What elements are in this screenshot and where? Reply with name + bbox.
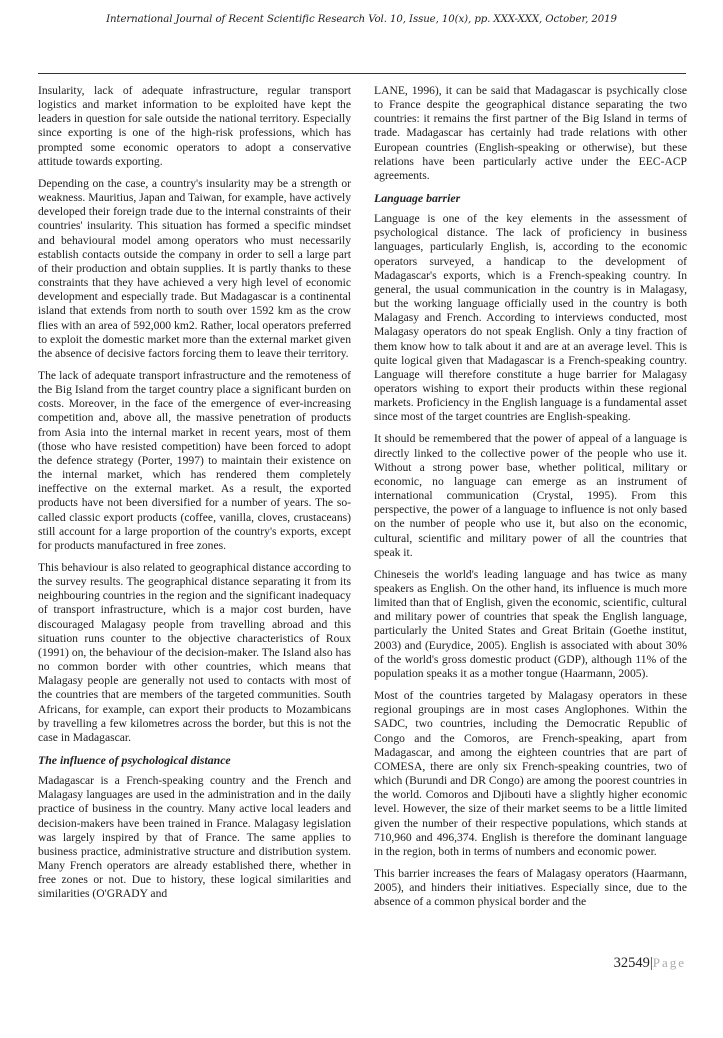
paragraph: Madagascar is a French-speaking country and the French and Malagasy languages are used in the administration and in the daily practice of business in the country. Many active local leaders and decision-makers have been trained in France. Malagasy legislation was largely inspired by that of France. The same applies to business practice, administrative structure and distribution system. Many French operators are already established there, whether in free zones or not. Due to history, these logical similarities and similarities (O'GRADY and: [38, 774, 351, 901]
paragraph: Most of the countries targeted by Malagasy operators in these regional groupings are in most cases Anglophones. Within the SADC, two countries, including the Democratic Republic of Congo and the Comoros, are French-speaking, apart from Madagascar, and among the eighteen countries that are part of COMESA, there are only six French-speaking countries, two of which (Burundi and DR Congo) are among the poorest countries in the world. Comoros and Djibouti have a slightly higher economic level. However, the size of their market seems to be a little limited given the number of their respective populations, which stands at 710,960 and 496,374. English is therefore the dominant language in the region, both in terms of numbers and economic power.: [374, 689, 687, 858]
paragraph: Depending on the case, a country's insularity may be a strength or weakness. Mauritius, Japan and Taiwan, for example, have actively developed their foreign trade due to the internal constraints of their countries' insularity. This situation has formed a specific mindset and behavioural model among operators who must necessarily establish contacts outside the company in order to sell a large part of their production and obtain supplies. It is partly thanks to these constraints that they have achieved a very high level of economic development and especially trade. But Madagascar is a continental island that extends from north to south over 1592 km as the crow flies with an area of 592,000 km2. Rather, local operators preferred to exploit the domestic market more than the external market given the absence of decisive factors forcing them to leave their territory.: [38, 176, 351, 360]
paragraph: This behaviour is also related to geographical distance according to the survey results. The geographical distance separating it from its neighbouring countries in the region and the significant inadequacy of transport infrastructure, which is a major cost burden, have discouraged Malagasy people from travelling abroad and this situation runs counter to the objective characteristics of Roux (1991) on, the behaviour of the decision-maker. The Island also has no common border with other countries, which means that Malagasy people are generally not used to contacts with most of the countries that are members of the targeted communities. South Africans, for example, can export their products to Mozambicans by travelling a few kilometres across the border, but this is not the case in Madagascar.: [38, 561, 351, 744]
paragraph: It should be remembered that the power of appeal of a language is directly linked to the collective power of the people who use it. Without a strong power base, whether political, military or economic, no language can emerge as an instrument of international communication (Crystal, 1995). From this perspective, the power of a language to influence is not only based on the number of people who use it, but also on the economic, cultural, scientific and military power of all the countries that speak it.: [374, 432, 687, 559]
page-number: 32549: [613, 955, 650, 971]
right-column: [374, 84, 687, 917]
page-separator: |: [649, 955, 653, 971]
paragraph: This barrier increases the fears of Malagasy operators (Haarmann, 2005), and hinders their initiatives. Especially since, due to the absence of a common physical border and the: [374, 866, 687, 909]
header-rule: [38, 73, 686, 74]
section-heading-psychological-distance: The influence of psychological distance: [38, 753, 231, 768]
paragraph: Language is one of the key elements in the assessment of psychological distance. The lack of proficiency in business languages, particularly English, is, according to the economic operators surveyed, a handicap to the development of Madagascar's exports, which is a French-speaking country. In general, the usual communication in the country is in Malagasy, but the working language officially used in the country is both Malagasy and French. According to interviews conducted, most Malagasy operators do not speak English. Only a tiny fraction of them know how to talk about it and are at an average level. This is quite logical given that Madagascar is a French-speaking country. Language will therefore constitute a huge barrier for Malagasy operators wishing to export their products within these regional markets. Proficiency in the English language is a fundamental asset since most of the target countries are English-speaking.: [374, 212, 687, 424]
left-column: [38, 84, 351, 909]
paragraph: Chineseis the world's leading language and has twice as many speakers as English. On the other hand, its influence is much more limited than that of English, given the economic, scientific, cultural and military power of countries that speak the English language, particularly the United States and Great Britain (Goethe institut, 2003) and (Eurydice, 2005). English is associated with about 30% of the world's gross domestic product (GDP), although 11% of the population speaks it as a mother tongue (Haarmann, 2005).: [374, 567, 687, 680]
paragraph: LANE, 1996), it can be said that Madagascar is psychically close to France despite the geographical distance separating the two countries: it remains the first partner of the Big Island in terms of trade. Madagascar has certainly had trade relations with other European countries (English-speaking or otherwise), but these relations have been particularly active under the EEC-ACP agreements.: [374, 84, 687, 182]
paragraph: Insularity, lack of adequate infrastructure, regular transport logistics and market information to be exploited have kept the leaders in question for sale outside the national territory. Especially since exporting is one of the high-risk professions, which has prompted some economic operators to adopt a conservative attitude towards exporting.: [38, 84, 351, 168]
page-footer: [558, 955, 686, 972]
page-label: Page: [652, 955, 686, 970]
running-header: International Journal of Recent Scientific Research Vol. 10, Issue, 10(x), pp. XXX-XXX, October, 2019: [106, 14, 617, 25]
section-heading-language-barrier: Language barrier: [374, 191, 461, 206]
paragraph: The lack of adequate transport infrastructure and the remoteness of the Big Island from the target country place a significant burden on costs. Moreover, in the face of the emergence of ever-increasing competition and, above all, the massive penetration of products from Asia into the internal market in recent years, most of them (those who have resisted competition) have been forced to adopt the defence strategy (Porter, 1997) to maintain their existence on the internal market, which has rendered them completely ineffective on the external market. As a result, the exported products have not been diversified for a number of years. The so-called classic export products (coffee, vanilla, cloves, crustaceans) still account for a large proportion of the country's exports, except for products manufactured in free zones.: [38, 368, 351, 552]
